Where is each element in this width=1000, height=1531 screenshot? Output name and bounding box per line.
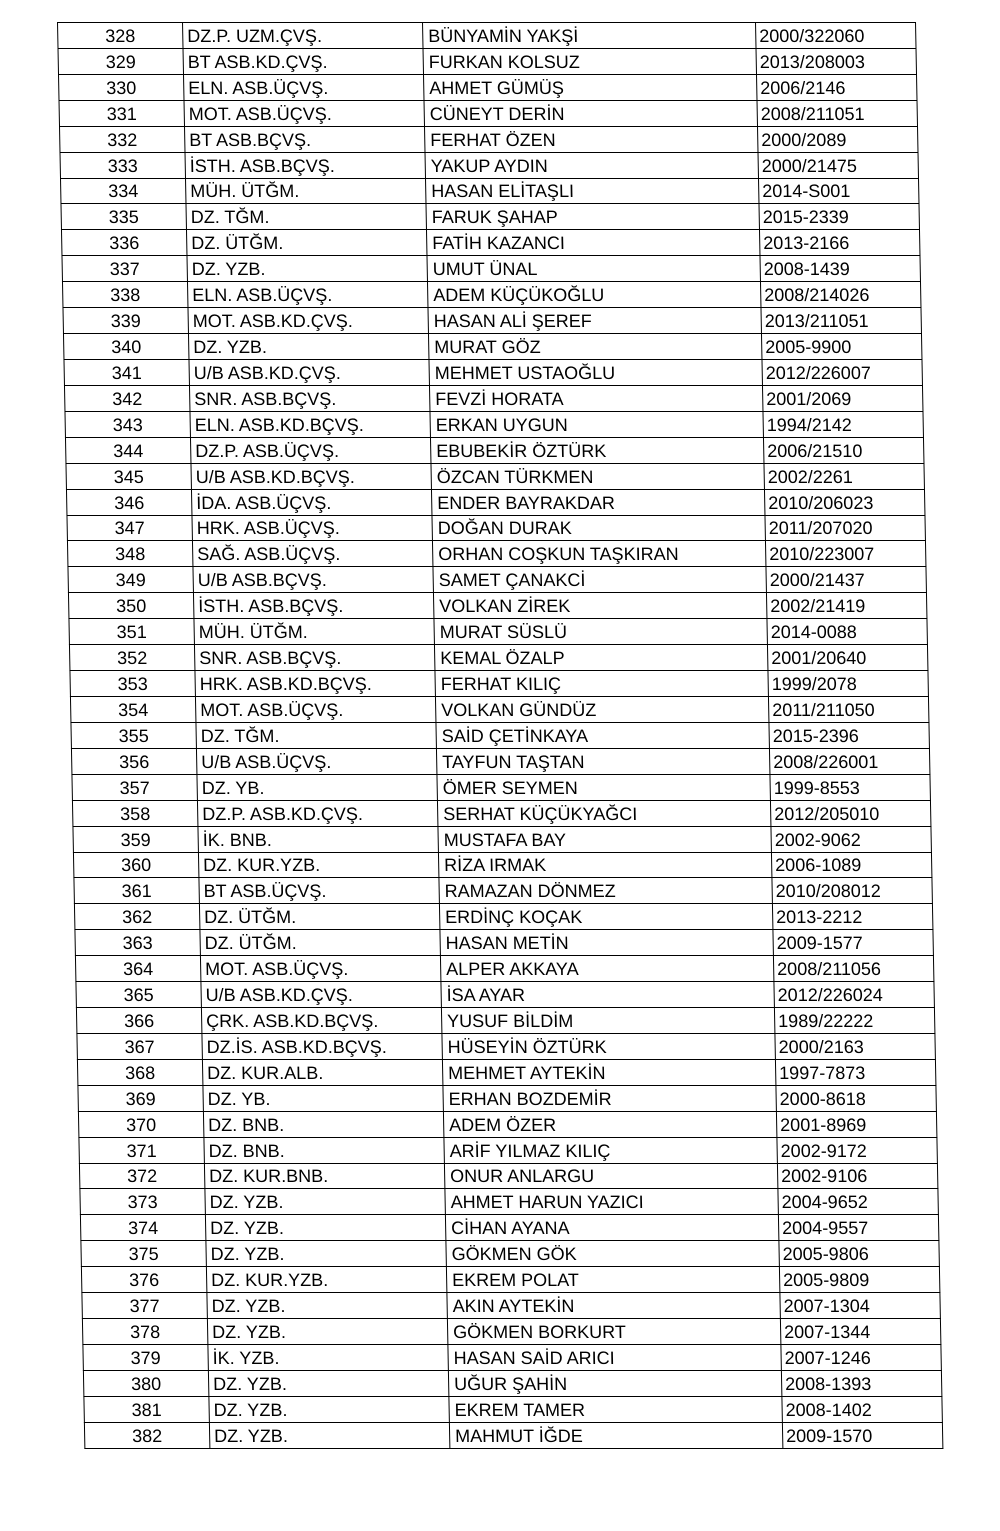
table-row <box>61 230 919 256</box>
name-cell: EBUBEKİR ÖZTÜRK <box>430 437 763 463</box>
table-row <box>65 411 923 437</box>
registry-number-cell: 2006/2146 <box>757 74 917 100</box>
rank-cell: ELN. ASB.ÜÇVŞ. <box>184 74 424 100</box>
name-cell: SAİD ÇETİNKAYA <box>436 722 769 748</box>
rank-cell: DZ. YZB. <box>209 1422 449 1448</box>
row-number: 379 <box>83 1345 208 1371</box>
table-row <box>66 489 924 515</box>
row-number: 329 <box>58 48 183 74</box>
registry-number-cell: 1999-8553 <box>770 774 930 800</box>
name-cell: GÖKMEN GÖK <box>446 1241 779 1267</box>
row-number: 346 <box>66 489 191 515</box>
name-cell: ERKAN UYGUN <box>430 411 763 437</box>
name-cell: CİHAN AYANA <box>445 1215 778 1241</box>
row-number: 341 <box>64 359 189 385</box>
name-cell: MURAT SÜSLÜ <box>434 619 767 645</box>
rank-cell: DZ.P. ASB.KD.ÇVŞ. <box>197 800 437 826</box>
rank-cell: ÇRK. ASB.KD.BÇVŞ. <box>201 1008 441 1034</box>
name-cell: ENDER BAYRAKDAR <box>431 489 764 515</box>
rank-cell: SNR. ASB.BÇVŞ. <box>189 385 429 411</box>
table-row <box>62 256 920 282</box>
row-number: 332 <box>60 126 185 152</box>
registry-number-cell: 2005-9809 <box>779 1267 939 1293</box>
row-number: 337 <box>62 256 187 282</box>
registry-number-cell: 2008/214026 <box>760 282 920 308</box>
name-cell: FATİH KAZANCI <box>426 230 759 256</box>
rank-cell: U/B ASB.KD.ÇVŞ. <box>201 982 441 1008</box>
table-row <box>84 1396 942 1422</box>
table-row <box>83 1370 941 1396</box>
name-cell: MEHMET USTAOĞLU <box>429 359 762 385</box>
registry-number-cell: 1989/22222 <box>774 1008 934 1034</box>
row-number: 340 <box>63 334 188 360</box>
name-cell: EKREM POLAT <box>446 1267 779 1293</box>
row-number: 347 <box>67 515 192 541</box>
rank-cell: DZ.P. UZM.ÇVŞ. <box>183 23 423 49</box>
row-number: 328 <box>58 23 183 49</box>
rank-cell: DZ. TĞM. <box>186 204 426 230</box>
registry-number-cell: 2002-9062 <box>771 826 931 852</box>
rank-cell: İDA. ASB.ÜÇVŞ. <box>191 489 431 515</box>
registry-number-cell: 2008/211051 <box>757 100 917 126</box>
name-cell: AHMET HARUN YAZICI <box>445 1189 778 1215</box>
registry-number-cell: 1994/2142 <box>763 411 923 437</box>
registry-number-cell: 2010/206023 <box>764 489 924 515</box>
name-cell: ONUR ANLARGU <box>444 1163 777 1189</box>
table-row <box>63 334 921 360</box>
registry-number-cell: 2002/2261 <box>764 463 924 489</box>
row-number: 370 <box>78 1111 203 1137</box>
row-number: 377 <box>82 1293 207 1319</box>
row-number: 348 <box>67 541 192 567</box>
row-number: 336 <box>61 230 186 256</box>
row-number: 357 <box>72 774 197 800</box>
rank-cell: SAĞ. ASB.ÜÇVŞ. <box>192 541 432 567</box>
row-number: 362 <box>74 904 199 930</box>
row-number: 368 <box>77 1059 202 1085</box>
registry-number-cell: 2013-2166 <box>759 230 919 256</box>
table-row <box>80 1189 938 1215</box>
name-cell: FERHAT ÖZEN <box>425 126 758 152</box>
table-row <box>58 48 916 74</box>
registry-number-cell: 2008-1402 <box>782 1396 942 1422</box>
registry-number-cell: 2008/226001 <box>769 748 929 774</box>
name-cell: ADEM KÜÇÜKOĞLU <box>427 282 760 308</box>
rank-cell: İSTH. ASB.BÇVŞ. <box>193 593 433 619</box>
rank-cell: DZ. YZB. <box>207 1293 447 1319</box>
table-row <box>59 100 917 126</box>
registry-number-cell: 2005-9900 <box>761 334 921 360</box>
name-cell: GÖKMEN BORKURT <box>447 1319 780 1345</box>
rank-cell: U/B ASB.ÜÇVŞ. <box>196 748 436 774</box>
name-cell: ARİF YILMAZ KILIÇ <box>444 1137 777 1163</box>
row-number: 378 <box>82 1319 207 1345</box>
table-row <box>78 1085 936 1111</box>
name-cell: HASAN ELİTAŞLI <box>425 178 758 204</box>
rank-cell: U/B ASB.KD.BÇVŞ. <box>191 463 431 489</box>
name-cell: HASAN SAİD ARICI <box>448 1345 781 1371</box>
table-row <box>64 385 922 411</box>
table-row <box>79 1163 937 1189</box>
table-row <box>81 1241 939 1267</box>
rank-cell: DZ. KUR.ALB. <box>202 1059 442 1085</box>
table-row <box>60 126 918 152</box>
row-number: 369 <box>78 1085 203 1111</box>
name-cell: SERHAT KÜÇÜKYAĞCI <box>437 800 770 826</box>
name-cell: AKIN AYTEKİN <box>447 1293 780 1319</box>
table-row <box>80 1215 938 1241</box>
table-row <box>78 1111 936 1137</box>
registry-number-cell: 2010/208012 <box>772 878 932 904</box>
rank-cell: DZ. YZB. <box>188 334 428 360</box>
rank-cell: DZ. YZB. <box>206 1241 446 1267</box>
table-row <box>65 437 923 463</box>
row-number: 343 <box>65 411 190 437</box>
rank-cell: DZ. ÜTĞM. <box>200 930 440 956</box>
name-cell: YUSUF BİLDİM <box>441 1008 774 1034</box>
rank-cell: DZ. ÜTĞM. <box>199 904 439 930</box>
table-row <box>72 800 930 826</box>
name-cell: MAHMUT İĞDE <box>449 1422 782 1448</box>
row-number: 373 <box>80 1189 205 1215</box>
table-row <box>79 1137 937 1163</box>
registry-number-cell: 1997-7873 <box>775 1059 935 1085</box>
rank-cell: DZ. KUR.BNB. <box>204 1163 444 1189</box>
table-row <box>71 748 929 774</box>
table-row <box>82 1319 940 1345</box>
table-row <box>77 1059 935 1085</box>
name-cell: MEHMET AYTEKİN <box>442 1059 775 1085</box>
rank-cell: MÜH. ÜTĞM. <box>185 178 425 204</box>
row-number: 363 <box>75 930 200 956</box>
row-number: 349 <box>68 567 193 593</box>
rank-cell: DZ. TĞM. <box>196 722 436 748</box>
table-row <box>69 619 927 645</box>
rank-cell: DZ. YB. <box>203 1085 443 1111</box>
rank-cell: MÜH. ÜTĞM. <box>194 619 434 645</box>
registry-number-cell: 2005-9806 <box>779 1241 939 1267</box>
registry-number-cell: 2011/207020 <box>765 515 925 541</box>
row-number: 367 <box>77 1033 202 1059</box>
table-row <box>67 541 925 567</box>
registry-number-cell: 2002/21419 <box>766 593 926 619</box>
registry-number-cell: 2015-2396 <box>769 722 929 748</box>
table-row <box>66 463 924 489</box>
name-cell: ADEM ÖZER <box>443 1111 776 1137</box>
table-row <box>75 930 933 956</box>
table-row <box>73 852 931 878</box>
registry-number-cell: 2009-1577 <box>773 930 933 956</box>
registry-number-cell: 2000/21437 <box>766 567 926 593</box>
table-row <box>64 359 922 385</box>
table-row <box>68 593 926 619</box>
table-row <box>82 1293 940 1319</box>
registry-number-cell: 2013-2212 <box>772 904 932 930</box>
row-number: 345 <box>66 463 191 489</box>
row-number: 338 <box>62 282 187 308</box>
name-cell: HASAN METİN <box>440 930 773 956</box>
registry-number-cell: 2002-9106 <box>777 1163 937 1189</box>
registry-number-cell: 2012/226024 <box>774 982 934 1008</box>
rank-cell: MOT. ASB.ÜÇVŞ. <box>184 100 424 126</box>
rank-cell: DZ. YZB. <box>205 1189 445 1215</box>
rank-cell: DZ.P. ASB.ÜÇVŞ. <box>190 437 430 463</box>
table-row <box>70 671 928 697</box>
row-number: 350 <box>68 593 193 619</box>
row-number: 372 <box>79 1163 204 1189</box>
registry-number-cell: 2000-8618 <box>776 1085 936 1111</box>
row-number: 351 <box>69 619 194 645</box>
registry-number-cell: 2004-9557 <box>778 1215 938 1241</box>
row-number: 382 <box>84 1422 209 1448</box>
table-row <box>61 204 919 230</box>
rank-cell: DZ. YZB. <box>205 1215 445 1241</box>
table-row <box>69 645 927 671</box>
name-cell: ÖMER SEYMEN <box>437 774 770 800</box>
registry-number-cell: 2010/223007 <box>765 541 925 567</box>
name-cell: VOLKAN ZİREK <box>433 593 766 619</box>
registry-number-cell: 2011/211050 <box>768 696 928 722</box>
rank-cell: U/B ASB.KD.ÇVŞ. <box>189 359 429 385</box>
personnel-table-body <box>58 23 943 1449</box>
row-number: 364 <box>75 956 200 982</box>
row-number: 352 <box>69 645 194 671</box>
name-cell: YAKUP AYDIN <box>425 152 758 178</box>
table-row <box>83 1345 941 1371</box>
row-number: 374 <box>80 1215 205 1241</box>
row-number: 376 <box>81 1267 206 1293</box>
rank-cell: HRK. ASB.KD.BÇVŞ. <box>195 671 435 697</box>
row-number: 380 <box>83 1370 208 1396</box>
registry-number-cell: 2000/2089 <box>758 126 918 152</box>
name-cell: VOLKAN GÜNDÜZ <box>435 696 768 722</box>
rank-cell: DZ.İS. ASB.KD.BÇVŞ. <box>202 1033 442 1059</box>
name-cell: HÜSEYİN ÖZTÜRK <box>442 1033 775 1059</box>
table-row <box>58 23 916 49</box>
name-cell: AHMET GÜMÜŞ <box>424 74 757 100</box>
table-row <box>74 878 932 904</box>
table-row <box>60 178 918 204</box>
table-row <box>71 722 929 748</box>
rank-cell: DZ. YZB. <box>187 256 427 282</box>
name-cell: ORHAN COŞKUN TAŞKIRAN <box>432 541 765 567</box>
registry-number-cell: 2007-1344 <box>780 1319 940 1345</box>
rank-cell: MOT. ASB.ÜÇVŞ. <box>195 696 435 722</box>
rank-cell: DZ. YZB. <box>207 1319 447 1345</box>
name-cell: EKREM TAMER <box>449 1396 782 1422</box>
name-cell: MURAT GÖZ <box>428 334 761 360</box>
row-number: 360 <box>73 852 198 878</box>
name-cell: TAYFUN TAŞTAN <box>436 748 769 774</box>
table-row <box>63 308 921 334</box>
row-number: 330 <box>59 74 184 100</box>
registry-number-cell: 2012/205010 <box>770 800 930 826</box>
rank-cell: DZ. YZB. <box>208 1370 448 1396</box>
name-cell: MUSTAFA BAY <box>438 826 771 852</box>
rank-cell: ELN. ASB.KD.BÇVŞ. <box>190 411 430 437</box>
registry-number-cell: 2013/211051 <box>761 308 921 334</box>
row-number: 375 <box>81 1241 206 1267</box>
row-number: 359 <box>73 826 198 852</box>
table-row <box>70 696 928 722</box>
registry-number-cell: 2013/208003 <box>756 48 916 74</box>
row-number: 371 <box>79 1137 204 1163</box>
table-row <box>76 1008 934 1034</box>
row-number: 354 <box>70 696 195 722</box>
row-number: 366 <box>76 1008 201 1034</box>
rank-cell: DZ. YZB. <box>209 1396 449 1422</box>
name-cell: HASAN ALİ ŞEREF <box>428 308 761 334</box>
table-row <box>81 1267 939 1293</box>
row-number: 353 <box>70 671 195 697</box>
name-cell: FURKAN KOLSUZ <box>423 48 756 74</box>
name-cell: ERHAN BOZDEMİR <box>443 1085 776 1111</box>
rank-cell: DZ. BNB. <box>203 1111 443 1137</box>
row-number: 339 <box>63 308 188 334</box>
table-row <box>73 826 931 852</box>
table-row <box>84 1422 942 1448</box>
personnel-table <box>57 22 943 1449</box>
rank-cell: SNR. ASB.BÇVŞ. <box>194 645 434 671</box>
rank-cell: İK. BNB. <box>198 826 438 852</box>
name-cell: ALPER AKKAYA <box>440 956 773 982</box>
registry-number-cell: 2000/21475 <box>758 152 918 178</box>
rank-cell: BT ASB.KD.ÇVŞ. <box>183 48 423 74</box>
rank-cell: MOT. ASB.KD.ÇVŞ. <box>188 308 428 334</box>
name-cell: UMUT ÜNAL <box>427 256 760 282</box>
registry-number-cell: 2014-S001 <box>758 178 918 204</box>
rank-cell: DZ. YB. <box>197 774 437 800</box>
registry-number-cell: 2014-0088 <box>767 619 927 645</box>
rank-cell: ELN. ASB.ÜÇVŞ. <box>187 282 427 308</box>
name-cell: FERHAT KILIÇ <box>435 671 768 697</box>
registry-number-cell: 2012/226007 <box>762 359 922 385</box>
rank-cell: DZ. BNB. <box>204 1137 444 1163</box>
rank-cell: BT ASB.BÇVŞ. <box>185 126 425 152</box>
registry-number-cell: 2007-1246 <box>781 1345 941 1371</box>
rank-cell: DZ. KUR.YZB. <box>206 1267 446 1293</box>
name-cell: KEMAL ÖZALP <box>434 645 767 671</box>
rank-cell: DZ. ÜTĞM. <box>186 230 426 256</box>
registry-number-cell: 2006/21510 <box>763 437 923 463</box>
rank-cell: BT ASB.ÜÇVŞ. <box>199 878 439 904</box>
table-row <box>59 74 917 100</box>
table-row <box>67 515 925 541</box>
table-row <box>60 152 918 178</box>
row-number: 331 <box>59 100 184 126</box>
registry-number-cell: 2008/211056 <box>773 956 933 982</box>
rank-cell: HRK. ASB.ÜÇVŞ. <box>192 515 432 541</box>
rank-cell: MOT. ASB.ÜÇVŞ. <box>200 956 440 982</box>
registry-number-cell: 2000/2163 <box>775 1033 935 1059</box>
registry-number-cell: 2001-8969 <box>776 1111 936 1137</box>
table-row <box>76 982 934 1008</box>
table-row <box>74 904 932 930</box>
registry-number-cell: 2006-1089 <box>771 852 931 878</box>
rank-cell: İSTH. ASB.BÇVŞ. <box>185 152 425 178</box>
name-cell: ERDİNÇ KOÇAK <box>439 904 772 930</box>
registry-number-cell: 2015-2339 <box>759 204 919 230</box>
row-number: 365 <box>76 982 201 1008</box>
name-cell: UĞUR ŞAHİN <box>448 1370 781 1396</box>
registry-number-cell: 2007-1304 <box>780 1293 940 1319</box>
row-number: 361 <box>74 878 199 904</box>
registry-number-cell: 2008-1439 <box>760 256 920 282</box>
registry-number-cell: 2001/2069 <box>762 385 922 411</box>
name-cell: SAMET ÇANAKCİ <box>433 567 766 593</box>
table-row <box>77 1033 935 1059</box>
name-cell: ÖZCAN TÜRKMEN <box>431 463 764 489</box>
row-number: 335 <box>61 204 186 230</box>
row-number: 355 <box>71 722 196 748</box>
registry-number-cell: 2004-9652 <box>778 1189 938 1215</box>
table-row <box>75 956 933 982</box>
registry-number-cell: 2008-1393 <box>781 1370 941 1396</box>
rank-cell: U/B ASB.BÇVŞ. <box>193 567 433 593</box>
name-cell: BÜNYAMİN YAKŞİ <box>423 23 756 49</box>
name-cell: FEVZİ HORATA <box>429 385 762 411</box>
registry-number-cell: 2001/20640 <box>767 645 927 671</box>
row-number: 381 <box>84 1396 209 1422</box>
rank-cell: DZ. KUR.YZB. <box>198 852 438 878</box>
row-number: 344 <box>65 437 190 463</box>
name-cell: DOĞAN DURAK <box>432 515 765 541</box>
row-number: 334 <box>60 178 185 204</box>
table-row <box>62 282 920 308</box>
name-cell: FARUK ŞAHAP <box>426 204 759 230</box>
registry-number-cell: 2009-1570 <box>782 1422 942 1448</box>
rank-cell: İK. YZB. <box>208 1345 448 1371</box>
name-cell: RAMAZAN DÖNMEZ <box>439 878 772 904</box>
row-number: 342 <box>64 385 189 411</box>
row-number: 333 <box>60 152 185 178</box>
row-number: 358 <box>72 800 197 826</box>
name-cell: İSA AYAR <box>441 982 774 1008</box>
registry-number-cell: 2002-9172 <box>777 1137 937 1163</box>
row-number: 356 <box>71 748 196 774</box>
name-cell: RİZA IRMAK <box>438 852 771 878</box>
registry-number-cell: 1999/2078 <box>768 671 928 697</box>
registry-number-cell: 2000/322060 <box>756 23 916 49</box>
table-row <box>68 567 926 593</box>
table-row <box>72 774 930 800</box>
name-cell: CÜNEYT DERİN <box>424 100 757 126</box>
